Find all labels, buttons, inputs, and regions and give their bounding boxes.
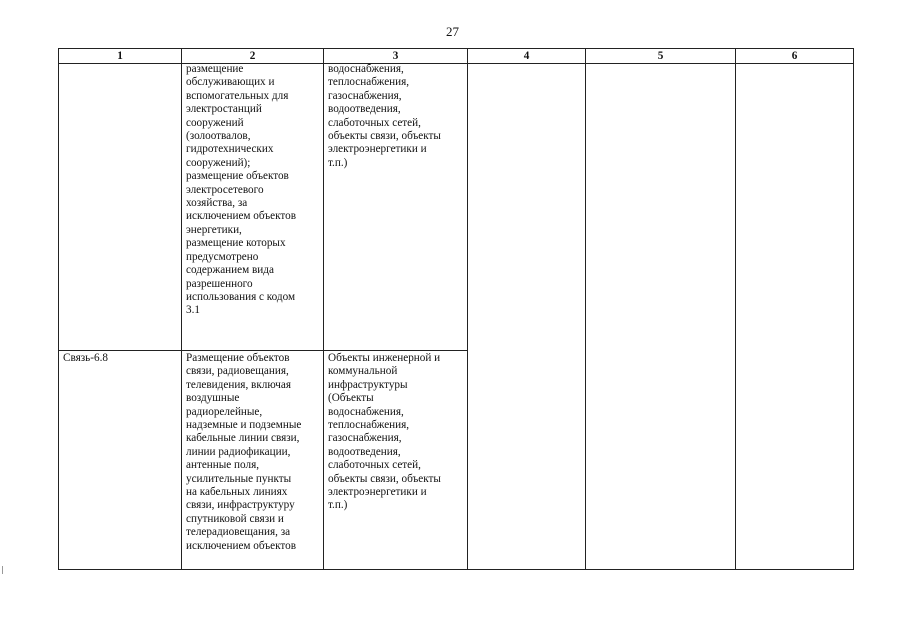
header-col-4: 4 [468,49,586,64]
col4-merged-cell [468,64,586,570]
row2-col1-cell [59,351,182,570]
header-col-5: 5 [586,49,736,64]
row1-col3-text: водоснабжения, теплоснабжения, газоснабжения, водоотведения, слаботочных сетей, объекты связи, объекты электроэнергетики и т.п.) [328,63,441,169]
row2-col1-text: Связь-6.8 [63,352,108,364]
row1-col2-text: размещение обслуживающих и вспомогательных для электростанций сооружений (золоотвалов, гидротехнических сооружений); размещение объектов электросетевого хозяйства, за исключением объектов энергетики, размещение которых предусмотрено содержанием вида разрешенного использования с кодом 3.1 [186,63,296,317]
regulation-table [58,48,854,570]
table-row [59,64,854,351]
scan-edge-mark [2,566,6,574]
header-col-6: 6 [736,49,854,64]
row1-col1-cell [59,64,182,351]
row2-col3-text: Объекты инженерной и коммунальной инфраструктуры (Объекты водоснабжения, теплоснабжения, газоснабжения, водоотведения, слаботочных сетей, объекты связи, объекты электроэнергетики и т.п.) [328,352,441,512]
col5-merged-cell [586,64,736,570]
row2-col2-text: Размещение объектов связи, радиовещания, телевидения, включая воздушные радиорелейные, надземные и подземные кабельные линии связи, линии радиофикации, антенные поля, усилительные пункты на кабельных линиях связи, инфраструктуру спутниковой связи и телерадиовещания, за исключением объектов [186,352,302,552]
header-col-3: 3 [324,49,468,64]
row2-col3-cell [324,351,468,570]
row2-col2-cell [182,351,324,570]
page-number: 27 [446,24,459,39]
header-col-2: 2 [182,49,324,64]
table-header-row [59,49,854,64]
row1-col2-cell [182,64,324,351]
row1-col3-cell [324,64,468,351]
header-col-1: 1 [59,49,182,64]
col6-merged-cell [736,64,854,570]
